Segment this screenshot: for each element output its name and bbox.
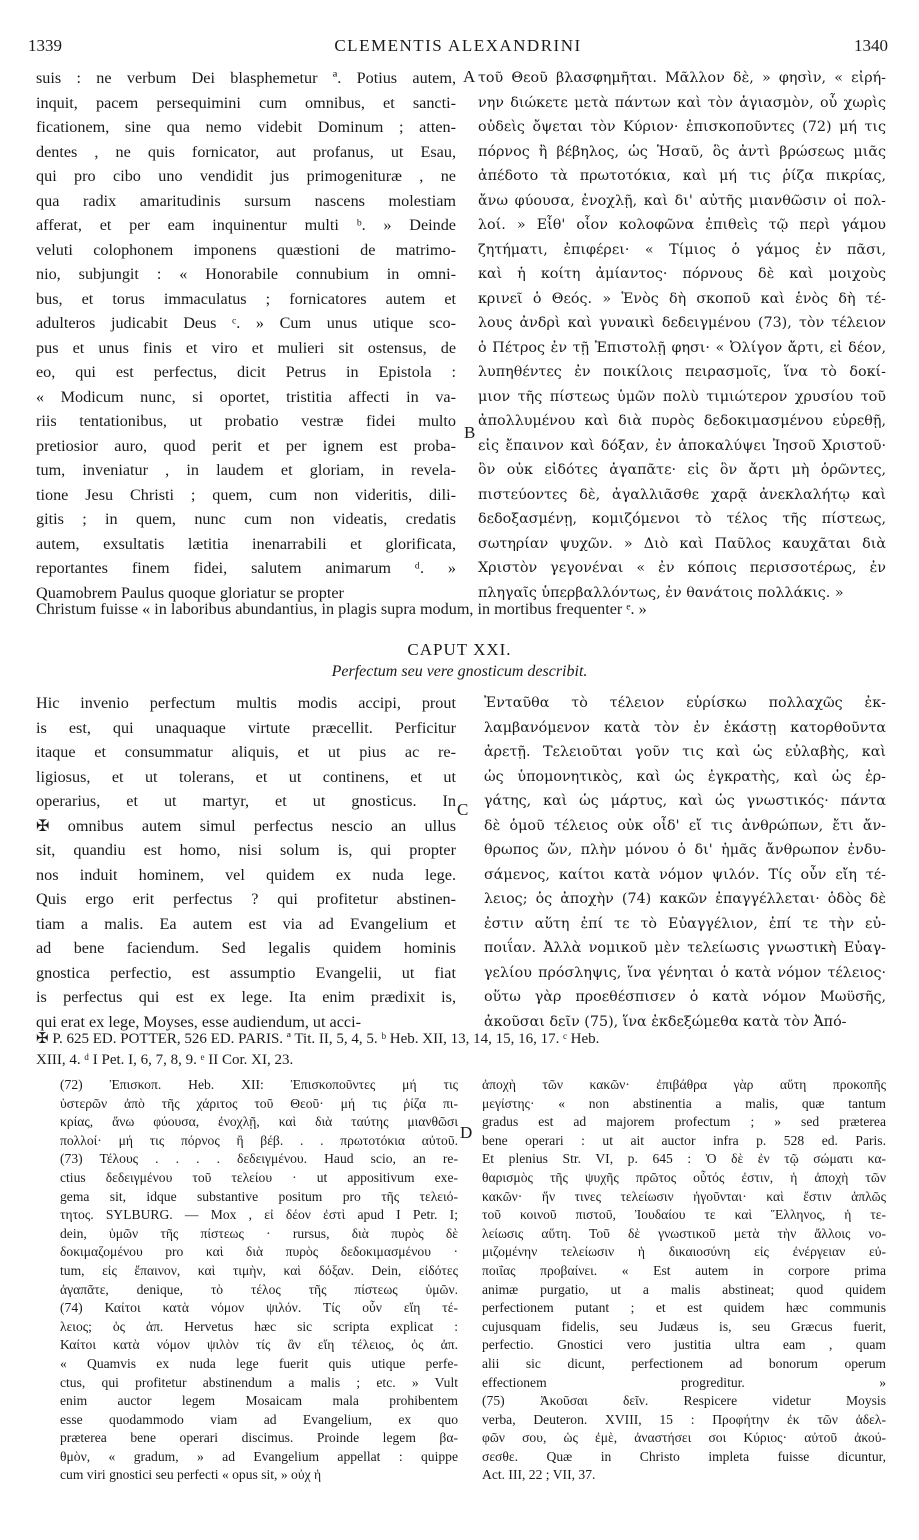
- text-line: inquit, pacem persequimini cum omnibus, et sancti-: [36, 93, 456, 112]
- margin-letter-d: D: [460, 1123, 473, 1142]
- text-line: eo, qui est perfectus, dicit Petrus in Epistola :: [36, 363, 456, 381]
- text-line: alii sic dicunt, perfectionem ad bonorum operum: [482, 1355, 886, 1371]
- text-line: θρωπος ὤν, πλὴν μόνου ὁ δι' ἡμᾶς ἄνθρωπον ἐνδυ-: [484, 842, 886, 858]
- running-header: [28, 36, 888, 58]
- text-line: μιον τῆς πίστεως ὑμῶν πολὺ τιμιώτερον χρυσίου τοῦ: [478, 388, 886, 405]
- text-line: ἀκοῦσαι δεῖν (75), ἵνα ἐκδεξώμεθα κατὰ τὸν Ἀπό-: [484, 1013, 847, 1030]
- text-line: Et plenius Str. VI, p. 645 : Ὁ δὲ ἐν τῷ σώματι κα-: [482, 1151, 886, 1167]
- text-line: πολλοί· μή τις πόρνος ἢ βέβ. . . πρωτοτόκια αὐτοῦ.: [60, 1132, 458, 1148]
- text-line: gnostica perfectio, est assumptio Evangelii, ut fiat: [36, 963, 456, 982]
- text-line: λείωσις αὕτη. Τοῦ δὲ γνωστικοῦ μετὰ τὴν ἄλλοις νο-: [482, 1225, 886, 1241]
- text-line: Act. III, 22 ; VII, 37.: [482, 1467, 596, 1483]
- text-line: καὶ ἡ κοίτη ἀμίαντος· πόρνους δὲ καὶ μοιχοὺς: [478, 266, 886, 282]
- text-line: Ἐνταῦθα τὸ τέλειον εὑρίσκω πολλαχῶς ἐκ-: [484, 695, 886, 711]
- text-line: λυπηθέντες ἐν ποικίλοις πειρασμοῖς, ἵνα τὸ δοκί-: [478, 364, 886, 380]
- text-line: perfectionem putant ; et est quidem hæc communis: [482, 1300, 886, 1316]
- text-line: ὡς ὑπομονητικὸς, καὶ ὡς ἐγκρατὴς, καὶ ὡς ἐρ-: [484, 768, 886, 785]
- text-line: qui pro cibo uno vendidit jus primogenituræ , ne: [36, 167, 456, 185]
- text-line: Quamobrem Paulus quoque gloriatur se propter: [36, 583, 344, 602]
- text-line: qua radix amaritudinis sursum nascens molestiam: [36, 191, 456, 210]
- text-line: γάτης, καὶ ὡς μάρτυς, καὶ ὡς γνωστικός· πάντα: [484, 793, 886, 809]
- text-line: sit, quandiu est homo, nisi solum is, qui propter: [36, 841, 456, 859]
- text-line: ἄνω φύουσα, ἐνοχλῇ, καὶ δι' αὐτῆς μιανθῶσιν οἱ πολ-: [478, 192, 886, 209]
- greek-column-chapter: [484, 691, 886, 1034]
- text-line: ὁ Πέτρος ἐν τῇ Ἐπιστολῇ φησι· « Ὀλίγον ἄρτι, εἰ δέον,: [478, 339, 886, 356]
- text-line: οὐδεὶς ὄψεται τὸν Κύριον· ἐπισκοποῦντες (72) μή τις: [478, 119, 886, 135]
- text-line: cum viri gnostici seu perfecti « opus sit, » οὐχ ἡ: [60, 1467, 322, 1483]
- text-line: is est, qui unaquaque virtute præcellit. Perficitur: [36, 718, 456, 737]
- text-line: ὑστερῶν ἀπὸ τῆς χάριτος τοῦ Θεοῦ· μή τις ῥίζα πι-: [60, 1095, 458, 1111]
- text-line: πόρνος ἢ βέβηλος, ὡς Ἡσαῦ, ὃς ἀντὶ βρώσεως μιᾶς: [478, 143, 886, 160]
- text-line: verba, Deuteron. XVIII, 15 : Προφήτην ἐκ τῶν ἀδελ-: [482, 1411, 886, 1427]
- page-number-left: 1339: [28, 36, 62, 55]
- text-line: ✠ omnibus autem simul perfectus nescio an ullus: [36, 816, 456, 835]
- text-line: δοκιμαζομένου pro καὶ διὰ πυρὸς δεδοκιμασμένου ·: [60, 1244, 458, 1260]
- continuation-line: Christum fuisse « in laboribus abundantius, in plagis supra modum, in mortibus frequenter ᵉ. »: [36, 600, 647, 618]
- text-line: ctus, qui profitetur abstinendum a malis ; etc. » Vult: [60, 1374, 458, 1390]
- text-line: adulteros judicabit Deus ᶜ. » Cum unus utique sco-: [36, 314, 456, 332]
- text-line: nos induit hominem, vel quidem ex nuda lege.: [36, 865, 456, 884]
- greek-column-top: [478, 66, 886, 605]
- margin-letter-a: A: [463, 67, 476, 86]
- text-line: tiam a malis. Ea autem est via ad Evangelium et: [36, 914, 456, 933]
- text-line: σάμενος, καίτοι κατὰ νόμον ψιλόν. Τίς οὖν εἴη τέ-: [484, 866, 886, 883]
- text-line: (72) Ἐπισκοπ. Heb. XII: Ἐπισκοποῦντες μή τις: [60, 1077, 458, 1092]
- text-line: enim auctor legem Mosaicam mala prohibentem: [60, 1393, 458, 1409]
- text-line: tum, inveniatur , in laudem et gloriam, in revela-: [36, 461, 456, 479]
- text-line: bene operari : ut ait auctor infra p. 528 ed. Paris.: [482, 1132, 886, 1148]
- margin-letter-c: C: [457, 800, 469, 819]
- chapter-heading: CAPUT XXI.: [407, 640, 512, 659]
- text-line: « Modicum nunc, si oportet, tristitia affecti in va-: [36, 387, 456, 406]
- text-line: itaque et consummatur aliquis, et ut pius ac re-: [36, 743, 456, 761]
- text-line: σεσθε. Quæ in Christo impleta fuisse dicuntur,: [482, 1448, 886, 1464]
- text-line: πιστεύοντες δὲ, ἀγαλλιᾶσθε χαρᾷ ἀνεκλαλήτῳ καὶ: [478, 486, 886, 503]
- text-line: θαρισμὸς τῆς ψυχῆς πρῶτος οὗτός ἐστιν, ἡ ἀποχὴ τῶν: [482, 1169, 886, 1185]
- text-line: dein, ὑμῶν τῆς πίστεως · rursus, διὰ πυρὸς δὲ: [60, 1225, 458, 1241]
- scripture-references: [36, 1029, 886, 1071]
- text-line: cujusquam fidelis, seu Judæus is, seu Græcus fuerit,: [482, 1318, 886, 1334]
- text-line: is perfectus qui est ex lege. Ita enim prædixit is,: [36, 988, 456, 1006]
- running-title: CLEMENTIS ALEXANDRINI: [334, 36, 582, 55]
- text-line: dentes , ne quis fornicator, aut profanus, ut Esau,: [36, 142, 456, 161]
- text-line: κρινεῖ ὁ Θεός. » Ἑνὸς δὴ σκοποῦ καὶ ἑνὸς δὴ τέ-: [478, 290, 886, 307]
- text-line: λαμβανόμενον κατὰ τὸν ἐν ἑκάστῃ κατορθοῦντα: [484, 719, 886, 736]
- text-line: effectionem progreditur. »: [482, 1374, 886, 1390]
- text-line: θμὸν, « gradum, » ad Evangelium appellat : quippe: [60, 1448, 458, 1464]
- latin-column-chapter: [36, 691, 456, 1034]
- footnotes-right: [482, 1076, 886, 1485]
- text-line: pretiosior auro, quod perit et per ignem est proba-: [36, 436, 456, 455]
- text-line: præterea bene operari discimus. Proinde legem βα-: [60, 1430, 458, 1446]
- text-line: gema sit, idque substantive positum pro τῆς τελειό-: [60, 1188, 458, 1204]
- text-line: ποιΐαν. Ἀλλὰ νομικοῦ μὲν τελείωσις γνωστικὴ Εὐαγ-: [484, 940, 886, 956]
- text-line: ποιΐας προβαίνει. « Est autem in corpore prima: [482, 1262, 886, 1278]
- text-line: ἀπολλυμένου καὶ διὰ πυρὸς δεδοκιμασμένου εὑρεθῇ,: [478, 413, 886, 429]
- latin-column-top: [36, 66, 456, 605]
- text-line: σωτηρίαν ψυχῶν. » Διὸ καὶ Παῦλος καυχᾶται διὰ: [478, 535, 886, 552]
- text-line: τητος. SYLBURG. — Mox , εἰ δέον ἐστὶ apud I Petr. I;: [60, 1207, 458, 1223]
- text-line: suis : ne verbum Dei blasphemetur ª. Potius autem,: [36, 69, 456, 87]
- references-line-2: XIII, 4. ᵈ I Pet. I, 6, 7, 8, 9. ᵉ II Cor. XI, 23.: [36, 1052, 294, 1068]
- text-line: perfectio. Gnostici vero justitia ultra eam , quam: [482, 1337, 886, 1353]
- text-line: ad bene faciendum. Sed legalis quidem hominis: [36, 939, 456, 957]
- text-line: « Quamvis ex nuda lege fuerit quis utique perfe-: [60, 1355, 458, 1371]
- page-number-right: 1340: [854, 36, 888, 55]
- text-line: (74) Καίτοι κατὰ νόμον ψιλόν. Τίς οὖν εἴη τέ-: [60, 1300, 458, 1316]
- text-line: κακῶν· ἥν τινες τελείωσιν ἡγοῦνται· καὶ ἔστιν ἁπλῶς: [482, 1188, 886, 1204]
- text-line: tum, εἰς ἔπαινον, καὶ τιμὴν, καὶ δόξαν. Dein, εἰδότες: [60, 1262, 458, 1278]
- text-line: Hic invenio perfectum multis modis accipi, prout: [36, 694, 456, 712]
- references-line-1: ✠ P. 625 ED. POTTER, 526 ED. PARIS. ª Tit. II, 5, 4, 5. ᵇ Heb. XII, 13, 14, 15, 16, 17. ᶜ Heb.: [36, 1031, 600, 1047]
- footnotes-left: [60, 1076, 458, 1485]
- text-line: ἀποχὴ τῶν κακῶν· ἐπιβάθρα γὰρ αὕτη προκοπῆς: [482, 1077, 886, 1092]
- text-line: τοῦ Θεοῦ βλασφημῆται. Μᾶλλον δὲ, » φησὶν, « εἰρή-: [478, 70, 886, 86]
- text-line: εἰς ἔπαινον καὶ δόξαν, ἐν ἀποκαλύψει Ἰησοῦ Χριστοῦ·: [478, 437, 886, 454]
- text-line: δὲ ὁμοῦ τέλειος οὐκ οἶδ' εἴ τις ἀνθρώπων, ἔτι ἄν-: [484, 817, 886, 834]
- text-line: μιζομένην τελείωσιν ἡ δικαιοσύνη εἰς ἐνέργειαν εὐ-: [482, 1244, 886, 1260]
- text-line: δεδοξασμένῃ, κομιζόμενοι τὸ τέλος τῆς πίστεως,: [478, 511, 886, 527]
- text-line: riis tentationibus, ut probatio vestræ fidei multo: [36, 412, 456, 430]
- text-line: ligiosus, et ut tolerans, et ut continens, et ut: [36, 767, 456, 786]
- text-line: ὃν οὐκ εἰδότες ἀγαπᾶτε· εἰς ὃν ἄρτι μὴ ὁρῶντες,: [478, 462, 886, 478]
- text-line: λους ἀνδρὶ καὶ γυναικὶ δεδειγμένου (73), τὸν τέλειον: [478, 315, 886, 331]
- margin-letter-b: B: [464, 423, 476, 442]
- text-line: λειος; ὁς ἀποχὴν (74) κακῶν ἐπαγγέλλεται· ὁδὸς δὲ: [484, 891, 886, 907]
- text-line: esse quodammodo viam ad Evangelium, ex quo: [60, 1411, 458, 1427]
- text-line: γελίου πρόσληψις, ἵνα γένηται ὁ κατὰ νόμον τέλειος·: [484, 964, 886, 981]
- text-line: φῶν σου, ὡς ἐμὲ, ἀναστήσει σοι Κύριος· αὐτοῦ ἀκού-: [482, 1430, 886, 1446]
- text-line: animæ purgatio, ut a malis abstineat; quod quidem: [482, 1281, 886, 1297]
- text-line: ζητήματι, ἐπιφέρει· « Τίμιος ὁ γάμος ἐν πᾶσι,: [478, 241, 886, 258]
- text-line: ἀγαπᾶτε, denique, τὸ τέλος τῆς πίστεως ὑμῶν.: [60, 1281, 458, 1297]
- text-line: ficationem, sine qua nemo videbit Dominum ; atten-: [36, 118, 456, 136]
- text-line: (75) Ἀκοῦσαι δεῖν. Respicere videtur Moysis: [482, 1393, 886, 1409]
- text-line: bus, et torus immaculatus ; fornicatores autem et: [36, 289, 456, 308]
- text-line: ἀρετῇ. Τελειοῦται γοῦν τις καὶ ὡς εὐλαβὴς, καὶ: [484, 744, 886, 760]
- text-line: Quis ergo erit perfectus ? qui profitetur abstinen-: [36, 890, 456, 908]
- text-line: ctius δεδειγμένου τοῦ τελείου · ut appositivum exe-: [60, 1169, 458, 1185]
- text-line: veluti colophonem imponens quæstioni de matrimo-: [36, 240, 456, 259]
- text-line: ἀπέδοτο τὰ πρωτοτόκια, καὶ μή τις ῥίζα πικρίας,: [478, 168, 886, 184]
- text-line: reportantes finem fidei, salutem animarum ᵈ. »: [36, 559, 456, 577]
- text-line: τοῦ κοινοῦ πιστοῦ, Ἰουδαίου τε καὶ Ἕλληνος, ἡ τε-: [482, 1207, 886, 1223]
- text-line: qui erat ex lege, Moyses, esse audiendum, ut acci-: [36, 1012, 361, 1031]
- text-line: tione Jesu Christi ; quem, cum non videritis, dili-: [36, 485, 456, 504]
- text-line: κρίας, ἄνω φύουσα, ἐνοχλῇ, καὶ διὰ ταύτης μιανθῶσι: [60, 1114, 458, 1130]
- text-line: μεγίστης· « non abstinentia a malis, quæ tantum: [482, 1095, 886, 1111]
- text-line: nio, subjungit : « Honorabile connubium in omni-: [36, 265, 456, 283]
- text-line: ἐστιν αὕτη ἐπί τε τὸ Εὐαγγέλιον, ἐπί τε τὴν εὐ-: [484, 915, 886, 932]
- text-line: pus et unus finis et viro et mulieri sit ostensus, de: [36, 338, 456, 357]
- text-line: gradus est ad majorem profectum ; » sed præterea: [482, 1114, 886, 1130]
- text-line: λειος; ὁς ἀπ. Hervetus hæc sic scripta explicat :: [60, 1318, 458, 1334]
- text-line: οὕτω γὰρ προεθέσπισεν ὁ κατὰ νόμον Μωϋσῆς,: [484, 989, 886, 1005]
- text-line: (73) Τέλους . . . . δεδειγμένου. Haud scio, an re-: [60, 1151, 458, 1167]
- text-line: Χριστὸν γεγονέναι « ἐν κόποις περισσοτέρως, ἐν: [478, 560, 886, 576]
- text-line: πληγαῖς ὑπερβαλλόντως, ἐν θανάτοις πολλάκις. »: [478, 584, 844, 601]
- text-line: autem, exsultatis lætitia inenarrabili et glorificata,: [36, 534, 456, 553]
- text-line: Καίτοι κατὰ νόμον ψιλὸν τίς ἂν εἴη τέλειος, ὁς ἀπ.: [60, 1337, 458, 1353]
- text-line: operarius, et ut martyr, et ut gnosticus. In: [36, 792, 456, 810]
- text-line: gitis ; in quem, nunc cum non videatis, credatis: [36, 510, 456, 528]
- text-line: νην διώκετε μετὰ πάντων καὶ τὸν ἁγιασμὸν, οὗ χωρὶς: [478, 94, 886, 111]
- text-line: λοί. » Εἶθ' οἷον κολοφῶνα ἐπιθεὶς τῷ περὶ γάμου: [478, 217, 886, 233]
- chapter-subtitle: Perfectum seu vere gnosticum describit.: [331, 663, 588, 680]
- text-line: afferat, et per eam inquinentur multi ᵇ. » Deinde: [36, 216, 456, 234]
